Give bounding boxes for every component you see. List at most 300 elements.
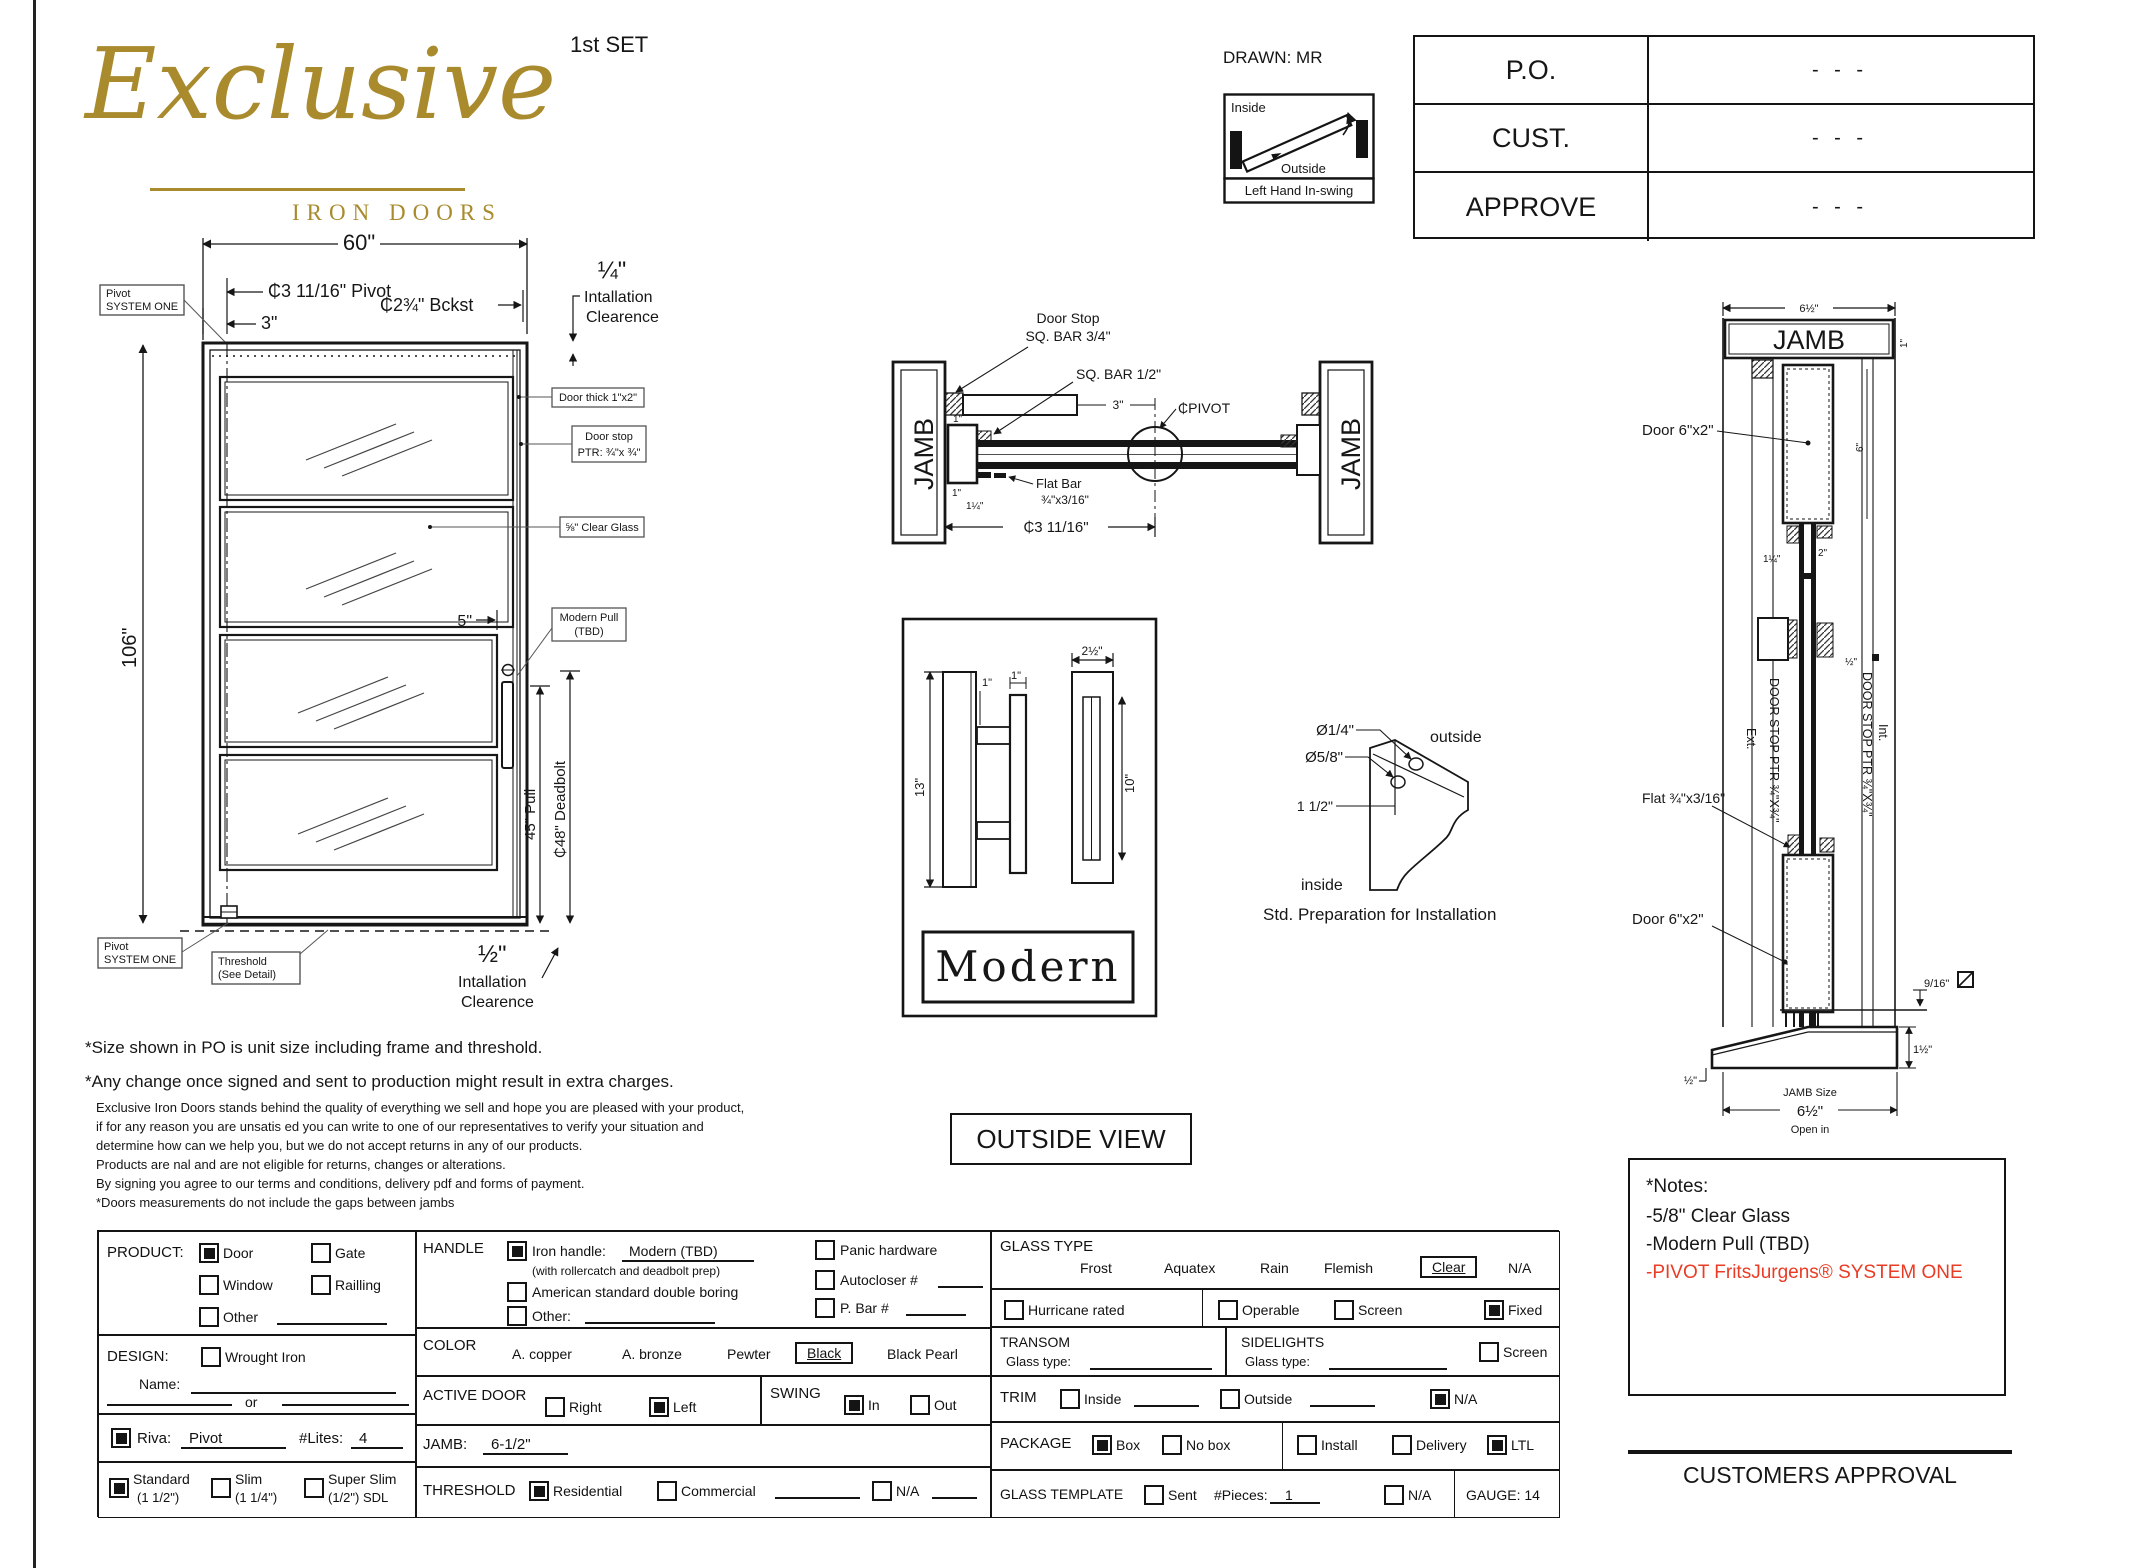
iron-handle-value: Modern (TBD) [629,1243,718,1259]
nobox-checkbox[interactable] [1162,1435,1182,1455]
color-copper-option: A. copper [512,1346,572,1362]
po-label: P.O. [1415,37,1649,103]
sqbar-label: SQ. BAR 1/2" [1076,366,1162,382]
swing-section [761,1376,991,1425]
nobox-option: No box [1186,1437,1231,1453]
threshold-label: THRESHOLD [423,1482,516,1499]
gate-checkbox[interactable] [311,1243,331,1263]
riva-field[interactable] [181,1431,286,1449]
design-name-field[interactable] [191,1376,396,1394]
glass-clear-option[interactable]: Clear [1420,1256,1477,1278]
template-na-option: N/A [1408,1487,1432,1503]
svg-text:SYSTEM ONE: SYSTEM ONE [104,954,177,966]
iron-handle-checkbox[interactable] [507,1241,527,1261]
door-checkbox[interactable] [199,1243,219,1263]
label-modern-pull [517,608,626,676]
disclaimer-line-2: *Any change once signed and sent to production might result in extra charges. [85,1072,674,1091]
product-label: PRODUCT: [107,1244,184,1261]
prep-bracket-shape [1370,740,1468,890]
panic-hardware-checkbox[interactable] [815,1240,835,1260]
window-checkbox[interactable] [199,1275,219,1295]
fixed-option: Fixed [1508,1302,1543,1318]
color-pewter-option: Pewter [727,1346,771,1362]
jamb-section-drawing [1620,290,2020,1150]
active-right-checkbox[interactable] [545,1397,565,1417]
door-pull [502,682,513,768]
commercial-option: Commercial [681,1483,756,1499]
svg-text:SYSTEM ONE: SYSTEM ONE [106,301,179,313]
terms-line: *Doors measurements do not include the gaps between jambs [96,1195,455,1210]
approve-value: - - - [1811,195,1869,218]
notes-pivot-highlight: -PIVOT FritsJurgens® SYSTEM ONE [1646,1262,1963,1283]
active-right-option: Right [569,1399,602,1415]
template-na-checkbox[interactable] [1384,1485,1404,1505]
pull-dim-width: 2½" [1081,644,1103,658]
pivot-dim-lines [203,278,263,334]
american-boring-checkbox[interactable] [507,1282,527,1302]
svg-text:⅝" Clear Glass: ⅝" Clear Glass [565,522,639,534]
operable-checkbox[interactable] [1218,1300,1238,1320]
jamb-size-value: 6½" [1796,1103,1824,1120]
door-stop-label-2: SQ. BAR 3/4" [1025,328,1111,344]
jamb-dim-half: ½" [1684,1075,1698,1087]
sidelights-screen-option: Screen [1503,1344,1548,1360]
hole-quarter [1409,758,1423,770]
flat-hatch-a [1788,835,1800,855]
gate-option: Gate [335,1245,366,1261]
design-name-label: Name: [139,1376,181,1392]
threshold-section [416,1467,991,1518]
sidelights-label: SIDELIGHTS [1241,1334,1325,1350]
pull-style-name: Modern [935,942,1121,991]
hurricane-option: Hurricane rated [1028,1302,1125,1318]
pieces-label: #Pieces: [1214,1487,1268,1503]
label-clear-glass [428,517,644,537]
trim-inside-checkbox[interactable] [1060,1389,1080,1409]
standard-size: (1 1/2") [137,1490,180,1505]
sidelights-glass-field[interactable] [1329,1354,1447,1370]
panic-bar-option: P. Bar # [840,1300,889,1316]
table-row [1415,105,2033,173]
ltl-checkbox[interactable] [1487,1435,1507,1455]
notes-item: -Modern Pull (TBD) [1646,1234,1810,1255]
pull-detail-drawing [900,615,1160,1020]
terms-line: Products are nal and are not eligible for returns, changes or alterations. [96,1157,506,1172]
riva-section [98,1414,416,1462]
threshold-na-checkbox[interactable] [872,1481,892,1501]
package-section [991,1422,1560,1470]
glass-template-label: GLASS TEMPLATE [1000,1486,1124,1502]
super-slim-size: (1/2") SDL [328,1490,389,1505]
svg-text:Door stop: Door stop [585,431,633,443]
swing-outside-label: Outside [1281,161,1326,176]
american-boring-option: American standard double boring [532,1284,739,1300]
threshold-detail-box [212,930,328,984]
transom-glass-label: Glass type: [1006,1354,1072,1369]
active-left-checkbox[interactable] [649,1397,669,1417]
outside-view-box [950,1113,1192,1165]
delivery-option: Delivery [1416,1437,1467,1453]
pull-dim-1b: 1" [1011,670,1022,682]
panic-bar-field[interactable] [906,1300,966,1316]
delivery-checkbox[interactable] [1392,1435,1412,1455]
jamb-left-label: JAMB [909,417,939,490]
door-stop-left-label: DOOR STOP PTR ¾"X¾" [1767,678,1781,823]
svg-text:Modern Pull: Modern Pull [559,612,619,624]
clearance-bot-2: Clearence [461,994,534,1011]
commercial-field[interactable] [775,1483,860,1499]
set-title: 1st SET [570,32,649,57]
jamb-right-label: JAMB [1336,417,1366,490]
plan-dim-1q: 1¼" [966,501,984,512]
notes-title: *Notes: [1646,1176,1709,1197]
flat-bar-size: ¾"x3/16" [1041,493,1089,507]
panic-hardware-option: Panic hardware [840,1242,938,1258]
slim-size: (1 1/4") [235,1490,278,1505]
jamb-dim-1half: 1½" [1913,1044,1933,1056]
trim-na-checkbox[interactable] [1430,1389,1450,1409]
pull-dim-1a: 1" [982,677,993,689]
plan-dim-1b: 1" [952,488,962,499]
color-blackpearl-option: Black Pearl [887,1346,958,1362]
autocloser-option: Autocloser # [840,1272,918,1288]
package-label: PACKAGE [1000,1435,1072,1452]
pull-handle-bar [1010,695,1026,873]
customers-approval-label: CUSTOMERS APPROVAL [1683,1462,1957,1488]
door-option: Door [223,1245,254,1261]
dim-quarter: ¼" [597,257,627,284]
outside-view-label: OUTSIDE VIEW [976,1123,1166,1154]
jamb-field[interactable] [483,1437,568,1455]
fixed-checkbox[interactable] [1484,1300,1504,1320]
sqbar-hatch-right [1281,435,1297,447]
dim-48-deadbolt: ₵48" Deadbolt [552,760,569,858]
jamb-dim-2: 2" [1818,548,1828,559]
residential-option: Residential [553,1483,623,1499]
dim-5in: 5" [457,613,472,630]
or-divider-right [282,1404,409,1406]
glass-flemish-option: Flemish [1324,1260,1374,1276]
swing-out-checkbox[interactable] [910,1395,930,1415]
handle-other-checkbox[interactable] [507,1306,527,1326]
prep-offset: 1 1/2" [1296,798,1333,814]
pull-dim-10: 10" [1122,773,1137,793]
product-other-checkbox[interactable] [199,1307,219,1327]
flat-bar-piece-1 [977,472,991,478]
dim-45-pull: 45" Pull [522,788,539,840]
cust-label: CUST. [1415,105,1649,171]
terms-line: Exclusive Iron Doors stands behind the quality of everything we sell and hope you are pleased with your product, [96,1100,745,1115]
operable-option: Operable [1242,1302,1300,1318]
active-door-label: ACTIVE DOOR [423,1387,527,1404]
flat-bar-piece-2 [994,473,1006,478]
transom-section [991,1327,1226,1376]
color-section [416,1328,991,1376]
label-door-stop [519,426,646,462]
svg-text:Threshold: Threshold [218,956,267,968]
trim-label: TRIM [1000,1389,1037,1406]
jamb-dim-916: 9/16" [1924,978,1950,990]
glass-aquatex-option: Aquatex [1164,1260,1216,1276]
trim-outside-checkbox[interactable] [1220,1389,1240,1409]
table-row [1415,173,2033,241]
dim-half: ½" [478,941,507,968]
prep-inside-label: inside [1301,877,1343,894]
door-tube-bottom [1783,855,1833,1012]
svg-text:Pivot: Pivot [104,941,129,953]
hurricane-checkbox[interactable] [1004,1300,1024,1320]
super-slim-option: Super Slim [328,1471,397,1487]
signature-line[interactable] [1628,1450,2012,1454]
commercial-checkbox[interactable] [657,1481,677,1501]
residential-checkbox[interactable] [529,1481,549,1501]
screen-option: Screen [1358,1302,1403,1318]
square-bar [963,395,1077,415]
hurricane-row [991,1289,1560,1327]
sent-option: Sent [1168,1487,1197,1503]
color-black-option[interactable]: Black [795,1342,853,1364]
glass-type-label: GLASS TYPE [1000,1238,1094,1255]
door-elevation-drawing [80,230,660,1030]
box-checkbox[interactable] [1092,1435,1112,1455]
flat-hatch-b [1820,838,1834,852]
dim-backset: ₵2¾" Bckst [380,295,474,315]
slim-option: Slim [235,1471,263,1487]
dim-pivot: ₵3 11/16" Pivot [268,281,392,301]
prep-caption: Std. Preparation for Installation [1263,905,1497,924]
svg-text:(TBD): (TBD) [574,626,604,638]
active-door-section [416,1376,761,1425]
threshold-lines [180,917,550,931]
pull-dim-13: 13" [912,777,927,797]
handle-other-field[interactable] [585,1306,715,1324]
jamb-block-right [1356,120,1368,158]
approve-label: APPROVE [1415,173,1649,241]
plan-pivot-dim-label: ₵3 11/16" [1023,519,1089,536]
package-divider [1282,1423,1283,1469]
notes-item: -5/8" Clear Glass [1646,1206,1791,1227]
svg-text:Door thick 1"x2": Door thick 1"x2" [558,392,638,404]
riva-label: Riva: [137,1430,172,1447]
pull-standoff-top [977,727,1010,744]
door-stop-label-1: Door Stop [1036,310,1100,326]
logo-main: Exclusive [85,28,557,142]
trim-outside-field[interactable] [1310,1391,1375,1407]
approval-table [1413,35,2035,239]
wrought-iron-option: Wrought Iron [225,1349,306,1365]
swing-label: SWING [770,1385,821,1402]
int-label: Int. [1876,724,1890,742]
railing-checkbox[interactable] [311,1275,331,1295]
box-option: Box [1116,1437,1141,1453]
svg-text:(See Detail): (See Detail) [218,969,277,981]
threshold-na-option: N/A [896,1483,920,1499]
wrought-iron-checkbox[interactable] [201,1347,221,1367]
autocloser-checkbox[interactable] [815,1270,835,1290]
hole-five-eighths [1391,776,1405,788]
window-option: Window [223,1277,273,1293]
ext-label: Ext. [1744,728,1758,750]
door-stile-block-right [1297,425,1320,475]
label-door-thick [517,388,644,407]
product-other-option: Other [223,1309,259,1325]
jamb-dim-half-mid: ½" [1845,657,1857,668]
jamb-size-note: Open in [1790,1124,1830,1136]
half-bracket [1699,1068,1706,1081]
trim-inside-option: Inside [1084,1391,1122,1407]
clearance-top-1: Intallation [584,289,653,306]
screen-checkbox[interactable] [1334,1300,1354,1320]
table-row [1415,37,2033,105]
riva-checkbox[interactable] [111,1428,131,1448]
threshold-na-field[interactable] [932,1483,977,1499]
autocloser-field[interactable] [938,1272,983,1288]
design-label: DESIGN: [107,1348,169,1365]
profile-section [98,1462,416,1518]
flat-bar-label: Flat Bar [1036,476,1082,491]
swing-in-option: In [868,1397,880,1413]
disclaimer-line-1: *Size shown in PO is unit size including frame and threshold. [85,1038,543,1057]
sidelights-glass-label: Glass type: [1245,1354,1311,1369]
or-label: or [245,1394,258,1410]
swing-out-option: Out [934,1397,957,1413]
pivot-system-box-top [100,285,227,344]
po-value: - - - [1811,58,1869,81]
riva-value: Pivot [189,1430,223,1447]
terms-line: By signing you agree to our terms and conditions, delivery pdf and forms of payment. [96,1176,585,1191]
plan-dim-1a: 1" [953,414,963,425]
stop-hatch-b [1817,526,1832,538]
pieces-value: 1 [1285,1487,1293,1503]
glass-na-option: N/A [1508,1260,1532,1276]
plan-pivot-label: ₵PIVOT [1178,400,1231,416]
ltl-option: LTL [1511,1437,1535,1453]
standard-checkbox[interactable] [109,1478,129,1498]
super-slim-checkbox[interactable] [304,1478,324,1498]
color-label: COLOR [423,1337,477,1354]
product-other-field[interactable] [277,1307,387,1325]
design-section [98,1335,416,1414]
sheet-border-left [33,0,36,1568]
glass-type-section [991,1231,1560,1289]
sqbar-half-hatch [977,431,991,441]
prep-dia-quarter: Ø1/4" [1316,722,1354,739]
panic-bar-checkbox[interactable] [815,1298,835,1318]
backset-arrow [498,290,523,322]
lites-label: #Lites: [299,1430,344,1447]
sidelights-section [1226,1327,1560,1376]
transom-glass-field[interactable] [1090,1354,1212,1370]
jamb-value: 6-1/2" [491,1436,531,1453]
glass-reflection-marks [298,424,432,850]
install-option: Install [1321,1437,1358,1453]
install-checkbox[interactable] [1297,1435,1317,1455]
clearance-bot-leader [542,948,558,978]
jamb-dim-1q: 1¼" [1763,554,1781,565]
trim-na-option: N/A [1454,1391,1478,1407]
terms-line: if for any reason you are unsatis ed you can write to one of our representatives to verify your situation and [96,1119,704,1134]
prep-detail-drawing [1240,680,1550,940]
trim-outside-option: Outside [1244,1391,1293,1407]
jamb-label: JAMB: [423,1436,468,1453]
iron-handle-sub: (with rollercatch and deadbolt prep) [532,1264,721,1278]
logo-sub: IRON DOORS [292,200,502,225]
handle-label: HANDLE [423,1240,484,1257]
door-tube-top-label: Door 6"x2" [1642,422,1714,439]
flat-bar-label: Flat ¾"x3/16" [1642,790,1726,806]
sent-checkbox[interactable] [1144,1485,1164,1505]
swing-inside-label: Inside [1231,100,1266,115]
jamb-dim-6: 6" [1855,442,1866,452]
gauge-divider [1454,1471,1455,1517]
product-section [98,1231,416,1335]
railing-option: Railling [335,1277,381,1293]
jamb-row [416,1425,991,1467]
notes-box [1628,1158,2006,1396]
door-stile-block [948,425,977,483]
jamb-size-label: JAMB Size [1783,1087,1837,1099]
trim-inside-field[interactable] [1134,1391,1199,1407]
door-stop-hatch [945,393,963,415]
door-stop-hatch-right [1302,393,1320,415]
cust-value: - - - [1811,126,1869,149]
stop-hatch-a [1787,526,1799,543]
door-stop-right-label: DOOR STOP PTR ¾"X¾" [1860,672,1874,817]
or-divider-left [107,1404,232,1406]
prep-dia-fiveeighth: Ø5/8" [1305,749,1343,766]
slim-checkbox[interactable] [211,1478,231,1498]
iron-handle-option: Iron handle: [532,1243,606,1259]
sidelights-screen-checkbox[interactable] [1479,1342,1499,1362]
order-form [97,1230,1559,1517]
swing-in-checkbox[interactable] [844,1395,864,1415]
pivot-system-box-bottom [98,923,228,968]
clearance-bot-1: Intallation [458,974,527,991]
lites-value: 4 [359,1430,368,1447]
transom-label: TRANSOM [1000,1334,1070,1350]
clearance-top-2: Clearence [586,309,659,326]
head-stop-hatch [1752,360,1773,378]
svg-text:PTR: ¾"x ¾": PTR: ¾"x ¾" [577,447,641,459]
swing-diagram [1223,93,1375,205]
mid-plate [1758,618,1788,660]
door-slab [977,440,1320,469]
dim-3in: 3" [261,313,278,333]
jamb-block-left [1230,131,1242,169]
jamb-top-dim-label: 6½" [1799,303,1819,315]
head-jamb-label: JAMB [1772,325,1846,355]
clearance-top-leader [573,296,580,366]
logo-underline [150,188,465,191]
plan-dim-3: 3" [1112,398,1124,412]
pieces-field[interactable] [1270,1488,1320,1504]
handle-section [416,1231,991,1328]
glass-rain-option: Rain [1260,1260,1289,1276]
hurricane-divider [1202,1290,1203,1326]
svg-text:Pivot: Pivot [106,288,131,300]
glass-frost-option: Frost [1080,1260,1112,1276]
trim-section [991,1376,1560,1422]
plan-section-drawing [860,295,1420,570]
pull-standoff-bottom [977,822,1010,839]
dim-106: 106" [119,627,141,668]
916-dim [1913,990,1927,1006]
iron-handle-field[interactable] [622,1244,754,1262]
dim-60: 60" [342,230,376,255]
prep-outside-label: outside [1430,729,1482,746]
standard-option: Standard [133,1471,190,1487]
lites-field[interactable] [351,1431,403,1449]
